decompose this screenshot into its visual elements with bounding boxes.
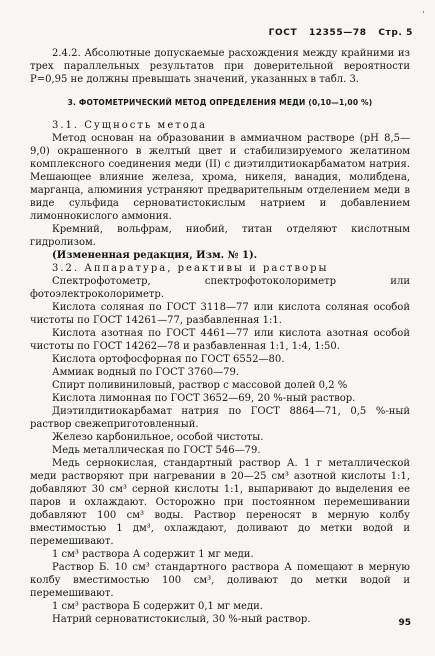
header-standard: ГОСТ bbox=[268, 28, 298, 38]
running-header bbox=[269, 28, 413, 38]
reagent-ammonia: Аммиак водный по ГОСТ 3760—79. bbox=[52, 367, 239, 378]
reagent-carbonyl-iron: Железо карбонильное, особой чистоты. bbox=[52, 432, 264, 443]
reagent-sodium-thiosulfate: Натрий серноватистокислый, 30 %-ный раствор. bbox=[52, 614, 311, 625]
paragraph-2-4-2: 2.4.2. Абсолютные допускаемые расхождения между крайними из трех параллельных результатов при доверительной вероятности P=0,95 не должны превышать значений, указанных в табл. 3. bbox=[30, 48, 410, 85]
reagent-nitric-acid: Кислота азотная по ГОСТ 4461—77 или кислота азотная особой чистоты по ГОСТ 14262—78 и разбавленная 1:1, 1:4, 1:50. bbox=[30, 328, 410, 352]
reagent-hydrochloric-acid: Кислота соляная по ГОСТ 3118—77 или кислота соляная особой чистоты по ГОСТ 14261—77, разбавленная 1:1. bbox=[30, 302, 410, 326]
reagent-polyvinyl-alcohol: Спирт поливиниловый, раствор с массовой долей 0,2 % bbox=[52, 380, 348, 391]
reagent-citric-acid: Кислота лимонная по ГОСТ 3652—69, 20 %-ный раствор. bbox=[52, 393, 356, 404]
solution-b-concentration: 1 см³ раствора Б содержит 0,1 мг меди. bbox=[52, 601, 263, 612]
header-page-label: Стр. 5 bbox=[378, 28, 413, 38]
corner-mark: · bbox=[422, 8, 425, 18]
reagent-spectrophotometer: Спектрофотометр, спектрофотоколориметр или фотоэлектроколориметр. bbox=[30, 276, 410, 300]
page-number: 95 bbox=[398, 618, 411, 628]
header-number: 12355—78 bbox=[308, 28, 367, 38]
solution-b-preparation: Раствор Б. 10 см³ стандартного раствора А помещают в мерную колбу вместимостью 100 см³, доливают до метки водой и перемешивают. bbox=[30, 562, 410, 599]
paragraph-3-1-method: Метод основан на образовании в аммиачном растворе (pH 8,5—9,0) окрашенного в желтый цвет и стабилизируемого желатином комплексного соединения меди (II) с диэтилдитиокарбаматом натрия. Мешающее влияние железа, хрома, никеля, ванадия, молибдена, марганца, алюминия устраняют предварительным отделением меди в виде сульфида серноватистокислым натрием и добавлением лимоннокислого аммония. bbox=[30, 133, 410, 222]
subsection-3-2: 3.2. Аппаратура, реактивы и растворы bbox=[52, 263, 329, 274]
subsection-3-1: 3.1. Сущность метода bbox=[52, 120, 207, 131]
solution-a-concentration: 1 см³ раствора А содержит 1 мг меди. bbox=[52, 549, 254, 560]
paragraph-3-1-hydrolysis: Кремний, вольфрам, ниобий, титан отделяют кислотным гидролизом. bbox=[30, 224, 410, 248]
reagent-copper-sulfate-solution-a: Медь сернокислая, стандартный раствор А. 1 г металлической меди растворяют при нагревании в 20—25 см³ азотной кислоты 1:1, добавляют 30 см³ серной кислоты 1:1, выпаривают до выделения ее паров и охлаждают. Осторожно при постоянном перемешивании добавляют 100 см³ воды. Раствор переносят в мерную колбу вместимостью 1 дм³, охлаждают, доливают до метки водой и перемешивают. bbox=[30, 458, 410, 547]
document-body bbox=[30, 47, 410, 626]
section-title: 3. ФОТОМЕТРИЧЕСКИЙ МЕТОД ОПРЕДЕЛЕНИЯ МЕДИ (0,10—1,00 %) bbox=[67, 98, 373, 107]
reagent-diethyldithiocarbamate: Диэтилдитиокарбамат натрия по ГОСТ 8864—71, 0,5 %-ный раствор свежеприготовленный. bbox=[30, 406, 410, 430]
reagent-phosphoric-acid: Кислота ортофосфорная по ГОСТ 6552—80. bbox=[52, 354, 285, 365]
edition-note: (Измененная редакция, Изм. № 1). bbox=[52, 250, 258, 261]
reagent-metallic-copper: Медь металлическая по ГОСТ 546—79. bbox=[52, 445, 261, 456]
